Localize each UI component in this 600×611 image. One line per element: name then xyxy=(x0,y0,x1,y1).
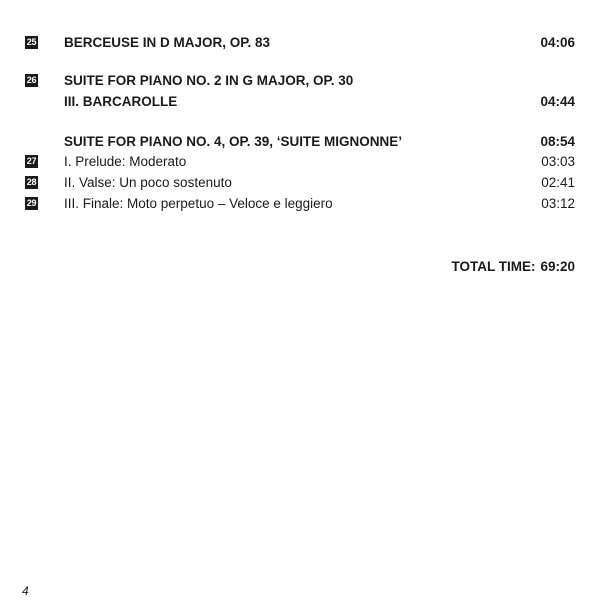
page-number: 4 xyxy=(22,584,29,598)
track-row-27 xyxy=(0,153,600,171)
track-duration: 02:41 xyxy=(541,175,575,190)
track-row-25 xyxy=(0,34,600,52)
track-number-badge: 25 xyxy=(26,37,37,47)
track-title: II. Valse: Un poco sostenuto xyxy=(64,175,232,190)
track-number-badge: 29 xyxy=(26,198,37,208)
track-number-badge: 28 xyxy=(26,177,37,187)
track-row-29 xyxy=(0,195,600,213)
track-title: BERCEUSE IN D MAJOR, OP. 83 xyxy=(64,35,271,50)
track-duration: 04:44 xyxy=(540,94,575,109)
track-row-26-movement xyxy=(0,93,600,111)
track-title: III. Finale: Moto perpetuo – Veloce e leggiero xyxy=(64,196,333,211)
track-duration: 03:03 xyxy=(541,154,575,169)
track-number-badge: 26 xyxy=(26,75,37,85)
track-row-28 xyxy=(0,174,600,192)
track-title: I. Prelude: Moderato xyxy=(64,154,187,169)
track-number-badge: 27 xyxy=(26,156,37,166)
work-duration: 08:54 xyxy=(540,134,575,149)
work-title: SUITE FOR PIANO NO. 4, OP. 39, ‘SUITE MIGNONNE’ xyxy=(64,134,403,149)
track-duration: 04:06 xyxy=(540,35,575,50)
track-duration: 03:12 xyxy=(541,196,575,211)
work-title: SUITE FOR PIANO NO. 2 IN G MAJOR, OP. 30 xyxy=(64,73,354,88)
movement-title: III. BARCAROLLE xyxy=(64,94,178,109)
track-row-26 xyxy=(0,72,600,90)
total-time-label: TOTAL TIME: xyxy=(451,259,536,274)
work-heading-suite-4 xyxy=(0,133,600,151)
total-time-value: 69:20 xyxy=(540,259,575,274)
total-time xyxy=(451,258,575,276)
